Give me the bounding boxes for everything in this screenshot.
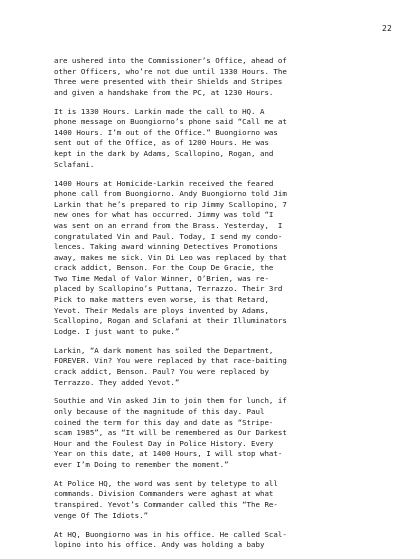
text-line: commands. Division Commanders were aghast at what	[54, 489, 274, 499]
text-line: away, makes me sick. Vin Di Leo was replaced by that	[54, 252, 287, 262]
paragraph	[54, 56, 384, 98]
text-line: Terrazzo. They added Yevot.”	[54, 377, 180, 387]
text-line: scam 1985”, as “It will be remembered as Our Darkest	[54, 428, 287, 438]
text-line: only because of the magnitude of this day. Paul	[54, 407, 265, 416]
text-line: Pick to make matters even worse, is that Retard,	[54, 295, 269, 305]
text-line: are ushered into the Commissioner’s Office, ahead of	[54, 56, 287, 65]
text-line: crack addict, Benson. Paul? You were replaced by	[54, 366, 269, 376]
text-line: lences. Taking award winning Detectives Promotions	[54, 242, 278, 252]
text-line: phone call from Buongiorno. Andy Buongiorno told Jim	[54, 189, 287, 199]
paragraph	[54, 107, 384, 171]
text-line: 1400 Hours. I’m out of the Office.” Buongiorno was	[54, 127, 278, 137]
document-body	[54, 56, 384, 559]
text-line: Scallopino, Rogan and Sclafani at their Illuminators	[54, 316, 287, 326]
text-line: At HQ, Buongiorno was in his office. He called Scal-	[54, 529, 287, 539]
text-line: Southie and Vin asked Jim to join them for lunch, if	[54, 396, 287, 406]
text-line: coined the term for this day and date as “Stripe-	[54, 417, 274, 427]
text-line: Larkin, “A dark moment has soiled the Department,	[54, 345, 274, 355]
text-line: venge Of The Idiots.”	[54, 510, 149, 520]
text-line: and given a handshake from the PC, at 1230 Hours.	[54, 87, 274, 97]
text-line: Hour and the Foulest Day in Police History. Every	[54, 438, 274, 448]
text-line: congratulated Vin and Paul. Today, I send my condo-	[54, 231, 283, 241]
paragraph	[54, 530, 384, 551]
text-line: was sent on an errand from the Brass. Yesterday, I	[54, 220, 283, 230]
paragraph	[54, 346, 384, 388]
text-line: FOREVER. Vin? You were replaced by that race-baiting	[54, 356, 287, 366]
text-line: lopino into his office. Andy was holding a baby	[54, 540, 265, 550]
paragraph	[54, 479, 384, 521]
paragraph	[54, 179, 384, 338]
text-line: Three were presented with their Shields and Stripes	[54, 77, 283, 87]
text-line: It is 1330 Hours. Larkin made the call to HQ. A	[54, 106, 265, 116]
text-line: other Officers, who’re not due until 1330 Hours. The	[54, 66, 287, 76]
text-line: crack addict, Benson. For the Coup De Gracie, the	[54, 263, 274, 273]
text-line: phone message on Buongiorno’s phone said “Call me at	[54, 117, 287, 127]
text-line: At Police HQ, the word was sent by teletype to all	[54, 478, 278, 488]
text-line: Sclafani.	[54, 159, 95, 169]
text-line: Yevot. Their Medals are ploys invented by Adams,	[54, 305, 269, 315]
text-line: Lodge. I just want to puke.”	[54, 326, 180, 336]
text-line: transpired. Yevot’s Commander called this “The Re-	[54, 500, 278, 510]
paragraph	[54, 396, 384, 470]
page-number: 22	[381, 24, 392, 33]
text-line: 1400 Hours at Homicide-Larkin received the feared	[54, 178, 274, 188]
text-line: new ones for what has occurred. Jimmy was told “I	[54, 210, 274, 220]
text-line: ever I’m Doing to remember the moment.”	[54, 459, 229, 469]
text-line: Two Time Medal of Valor Winner, O’Brien, was re-	[54, 273, 269, 283]
text-line: Year on this date, at 1400 Hours, I will stop what-	[54, 449, 283, 459]
text-line: kept in the dark by Adams, Scallopino, Rogan, and	[54, 149, 274, 159]
text-line: placed by Scallopino’s Puttana, Terrazzo. Their 3rd	[54, 284, 283, 294]
text-line: Larkin that he’s prepared to rip Jimmy Scallopino, 7	[54, 199, 287, 209]
text-line: sent out of the Office, as of 1200 Hours. He was	[54, 138, 269, 148]
